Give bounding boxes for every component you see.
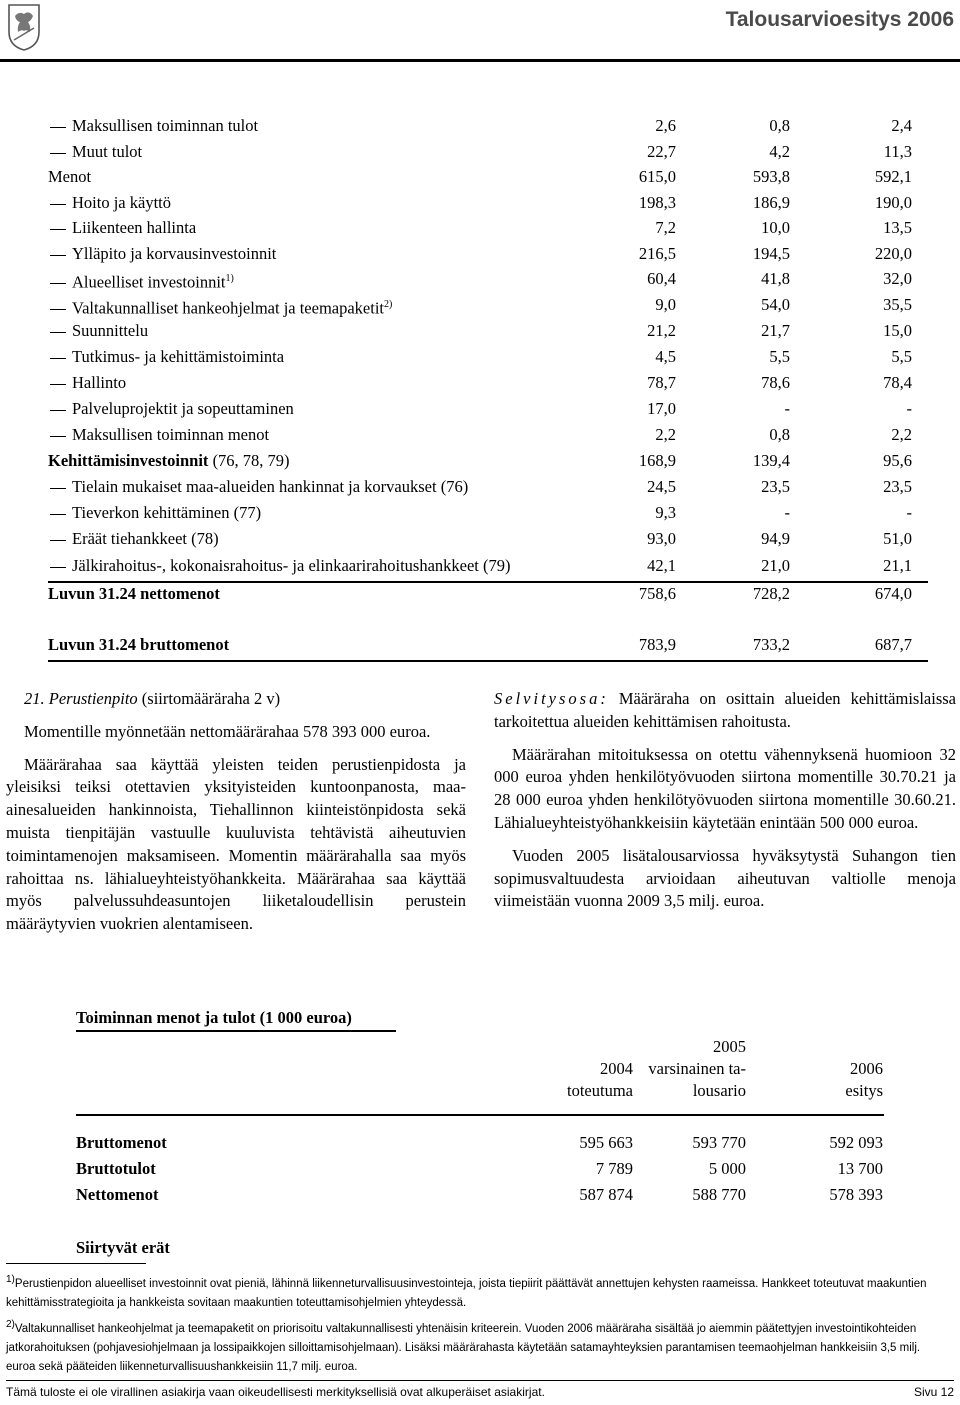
row-value: 95,6 xyxy=(883,451,912,470)
table-row xyxy=(48,243,928,265)
row-value: 21,2 xyxy=(647,321,676,340)
row-value: 0,8 xyxy=(769,116,790,135)
row-label: Ylläpito ja korvausinvestoinnit xyxy=(48,243,276,265)
row-value: 78,7 xyxy=(647,373,676,392)
row-value: 4,5 xyxy=(655,347,676,366)
table2-value: 588 770 xyxy=(692,1185,746,1204)
table-row xyxy=(48,450,928,472)
footnotes xyxy=(6,1270,946,1379)
siirtyvat-erat-heading: Siirtyvät erät xyxy=(76,1238,170,1257)
row-value: 54,0 xyxy=(761,295,790,314)
row-value: 21,7 xyxy=(761,321,790,340)
row-value: 17,0 xyxy=(647,399,676,418)
row-label: Menot xyxy=(48,167,92,186)
row-value: 0,8 xyxy=(769,425,790,444)
row-label: Maksullisen toiminnan tulot xyxy=(48,115,258,137)
table2-col-2006: 2006 esitys xyxy=(845,1059,883,1100)
row-value: 15,0 xyxy=(883,321,912,340)
finnish-lion-crest-icon xyxy=(6,2,42,52)
row-label: Luvun 31.24 nettomenot xyxy=(48,584,220,603)
row-value: 2,2 xyxy=(891,425,912,444)
table2-value: 592 093 xyxy=(829,1133,883,1152)
row-value: 21,1 xyxy=(883,556,912,575)
table-row xyxy=(48,115,928,137)
table-row xyxy=(48,555,928,577)
paragraph-usage: Määrärahaa saa käyttää yleisten teiden perustienpidosta ja yleisiksi teiksi otettavien yksityisteiden kuntoonpanosta, maa-ainesalueiden hankinnoista, Tiehallinnon kiinteistönpidosta sekä muista tienpitäjän vastuulle kuuluvista tehtävistä aiheutuvien toimintamenojen maksamiseen. Momentin määrärahalla saa myös rahoittaa ns. lähialueyhteistyöhankkeita. Määrärahaa saa käyttää myös palvelussuhdeasuntojen liiketaloudellisin perustein määräytyvien vuokrien alentamiseen. xyxy=(6,754,466,934)
table-row xyxy=(48,141,928,163)
row-label: Palveluprojektit ja sopeuttaminen xyxy=(48,398,294,420)
row-value: - xyxy=(784,503,790,522)
row-value: 139,4 xyxy=(752,451,790,470)
table2-value: 587 874 xyxy=(579,1185,633,1204)
row-value: 168,9 xyxy=(638,451,676,470)
table2-value: 7 789 xyxy=(595,1159,633,1178)
row-value: 7,2 xyxy=(655,218,676,237)
selvitysosa-label: Selvitysosa: xyxy=(494,689,609,708)
row-value: - xyxy=(784,399,790,418)
row-label: Tielain mukaiset maa-alueiden hankinnat ja korvaukset (76) xyxy=(48,476,468,498)
row-value: 2,6 xyxy=(655,116,676,135)
row-label: Liikenteen hallinta xyxy=(48,217,196,239)
row-value: 35,5 xyxy=(883,295,912,314)
row-value: 216,5 xyxy=(638,244,676,263)
table-row xyxy=(48,372,928,394)
row-label: Suunnittelu xyxy=(48,320,148,342)
section-heading: 21. Perustienpito xyxy=(24,689,138,708)
table-bottom-rule xyxy=(48,660,928,662)
table2-value: 578 393 xyxy=(829,1185,883,1204)
row-value: 94,9 xyxy=(761,529,790,548)
row-value: 21,0 xyxy=(761,556,790,575)
paragraph-appropriation: Momentille myönnetään nettomäärärahaa 578 393 000 euroa. xyxy=(24,721,431,741)
row-value: 10,0 xyxy=(761,218,790,237)
table2-col-2004: 2004 toteutuma xyxy=(567,1059,633,1100)
table-row xyxy=(48,502,928,524)
table2-row-label: Bruttomenot xyxy=(76,1133,167,1152)
row-value: 728,2 xyxy=(752,584,790,603)
table-row xyxy=(48,346,928,368)
table2-value: 595 663 xyxy=(579,1133,633,1152)
row-label: Eräät tiehankkeet (78) xyxy=(48,528,219,550)
row-value: 674,0 xyxy=(874,584,912,603)
row-value: 11,3 xyxy=(883,142,912,161)
footnote-2: $^{2)}$Valtakunnalliset hankeohjelmat ja teemapaketit on priorisoitu valtakunnallisesti yhtenäisin kriteerein. Vuoden 2006 määräraha sisältää jo aiemmin päätettyjen investointikohteiden jatkorahoituksen (pohjavesiohjelmaan ja lossipaikkojen silloittamisohjelmaan). Lisäksi määrärahasta käytetään satamayhteyksien parantamisen teemaohjelman hankkeisiin 3,5 milj. euroa sekä pääteiden liikenneturvallisuushankkeisiin 11,7 milj. euroa. xyxy=(6,1318,921,1373)
table2-row-label: Nettomenot xyxy=(76,1185,159,1204)
table-total-rule xyxy=(48,581,928,583)
row-value: 593,8 xyxy=(752,167,790,186)
table-row xyxy=(48,528,928,550)
left-text-column: 21. Perustienpito (siirtomääräraha 2 v) Momentille myönnetään nettomäärärahaa 578 393 000 euroa. Määrärahaa saa käyttää yleisten teiden perustienpidosta ja yleisiksi teiksi otettavien yksityisteiden kuntoonpanosta, maa-ainesalueiden hankinnoista, Tiehallinnon kiinteistönpidosta sekä muista tienpitäjän vastuulle kuuluvista tehtävistä aiheutuvien toimintamenojen maksamiseen. Momentin määrärahalla saa myös rahoittaa ns. lähialueyhteistyöhankkeita. Määrärahaa saa käyttää myös palvelussuhdeasuntojen liiketaloudellisin perustein määräytyvien vuokrien alentamiseen. xyxy=(6,688,466,946)
table2-title: Toiminnan menot ja tulot (1 000 euroa) xyxy=(76,1008,352,1027)
row-value: 615,0 xyxy=(638,167,676,186)
row-value: 13,5 xyxy=(883,218,912,237)
footnote-rule xyxy=(6,1263,146,1264)
row-value: 9,0 xyxy=(655,295,676,314)
row-value: 24,5 xyxy=(647,477,676,496)
row-value: 23,5 xyxy=(883,477,912,496)
row-value: 93,0 xyxy=(647,529,676,548)
row-value: 42,1 xyxy=(647,556,676,575)
right-text-column: Selvitysosa: Määräraha on osittain alueiden kehittämislaissa tarkoitettua alueiden kehittämisen rahoitusta. Määrärahan mitoituksessa on otettu vähennyksenä huomioon 32 000 euroa yhden henkilötyövuoden siirtona momentille 30.70.21 ja 28 000 euroa yhden henkilötyövuoden siirtona momentille 30.60.21. Lähialueyhteistyöhankkeisiin käytetään enintään 500 000 euroa. Vuoden 2005 lisätalousarviossa hyväksytystä Suhangon tien sopimusvaltuudesta arvioidaan aiheutuvan valtiolle menoja viimeistään vuonna 2009 3,5 milj. euroa. xyxy=(494,688,956,923)
row-value: - xyxy=(906,399,912,418)
page-number: Sivu 12 xyxy=(913,1385,954,1399)
row-value: 41,8 xyxy=(761,269,790,288)
row-value: 60,4 xyxy=(647,269,676,288)
row-value: 5,5 xyxy=(891,347,912,366)
document-title: Talousarvioesitys 2006 xyxy=(725,8,954,31)
table-row xyxy=(48,217,928,239)
row-value: 32,0 xyxy=(883,269,912,288)
row-value: 2,2 xyxy=(655,425,676,444)
table-row xyxy=(48,476,928,498)
row-value: 220,0 xyxy=(874,244,912,263)
row-label: Hallinto xyxy=(48,372,126,394)
row-value: 78,4 xyxy=(883,373,912,392)
table2-title-rule xyxy=(76,1030,396,1032)
table-row xyxy=(48,583,928,605)
table-row-brutto: Luvun 31.24 bruttomenot 783,9 733,2 687,7 xyxy=(48,635,912,654)
row-label: Jälkirahoitus-, kokonaisrahoitus- ja elinkaarirahoitushankkeet (79) xyxy=(48,555,511,577)
table2-header-rule xyxy=(76,1114,884,1116)
row-value: 186,9 xyxy=(752,193,790,212)
row-label: Maksullisen toiminnan menot xyxy=(48,424,269,446)
row-value: 51,0 xyxy=(883,529,912,548)
table-row xyxy=(48,192,928,214)
row-value: - xyxy=(906,503,912,522)
table-row xyxy=(48,268,928,290)
row-value: 592,1 xyxy=(874,167,912,186)
row-value: 4,2 xyxy=(769,142,790,161)
row-label: Alueelliset investoinnit$^{1)}$ xyxy=(48,268,234,294)
row-value: 22,7 xyxy=(647,142,676,161)
table2-col-2005: 2005 varsinainen ta- lousario xyxy=(648,1037,746,1100)
table-row xyxy=(48,294,928,316)
paragraph-dimensioning: Määrärahan mitoituksessa on otettu vähennyksenä huomioon 32 000 euroa yhden henkilötyövuoden siirtona momentille 30.70.21 ja 28 000 euroa yhden henkilötyövuoden siirtona momentille 30.60.21. Lähialueyhteistyöhankkeisiin käytetään enintään 500 000 euroa. xyxy=(494,744,956,832)
row-value: 190,0 xyxy=(874,193,912,212)
table-row xyxy=(48,424,928,446)
row-label: Tutkimus- ja kehittämistoiminta xyxy=(48,346,284,368)
row-value: 23,5 xyxy=(761,477,790,496)
row-value: 194,5 xyxy=(752,244,790,263)
footer-rule xyxy=(6,1380,954,1381)
table2-row-label: Bruttotulot xyxy=(76,1159,156,1178)
row-label: Kehittämisinvestoinnit (76, 78, 79) xyxy=(48,451,290,470)
footer-disclaimer: Tämä tuloste ei ole virallinen asiakirja vaan oikeudellisesti merkityksellisiä ovat alkuperäiset asiakirjat. xyxy=(6,1385,545,1399)
row-label: Hoito ja käyttö xyxy=(48,192,171,214)
table2-value: 5 000 xyxy=(708,1159,746,1178)
row-label: Tieverkon kehittäminen (77) xyxy=(48,502,261,524)
row-value: 78,6 xyxy=(761,373,790,392)
table2-value: 13 700 xyxy=(837,1159,883,1178)
header-rule xyxy=(0,59,960,62)
table2-value: 593 770 xyxy=(692,1133,746,1152)
row-label: Muut tulot xyxy=(48,141,142,163)
row-value: 198,3 xyxy=(638,193,676,212)
table-row xyxy=(48,320,928,342)
row-value: 9,3 xyxy=(655,503,676,522)
row-value: 2,4 xyxy=(891,116,912,135)
table-row xyxy=(48,166,928,188)
footnote-1: $^{1)}$Perustienpidon alueelliset investoinnit ovat pieniä, lähinnä liikenneturvallisuusinvestointeja, joista tiepiirit päättävät annettujen kehysten raameissa. Hankkeet toteutuvat maakuntien kehittämisstrategioita ja hankkeista sovitaan maakuntien toteuttamisohjelmien yhteydessä. xyxy=(6,1274,927,1309)
paragraph-suhanko: Vuoden 2005 lisätalousarviossa hyväksytystä Suhangon tien sopimusvaltuudesta arvioidaan aiheutuvan valtiolle menoja viimeistään vuonna 2009 3,5 milj. euroa. xyxy=(494,845,956,911)
row-label: Valtakunnalliset hankeohjelmat ja teemapaketit$^{2)}$ xyxy=(48,294,392,320)
row-value: 758,6 xyxy=(638,584,676,603)
table-row xyxy=(48,398,928,420)
row-value: 5,5 xyxy=(769,347,790,366)
